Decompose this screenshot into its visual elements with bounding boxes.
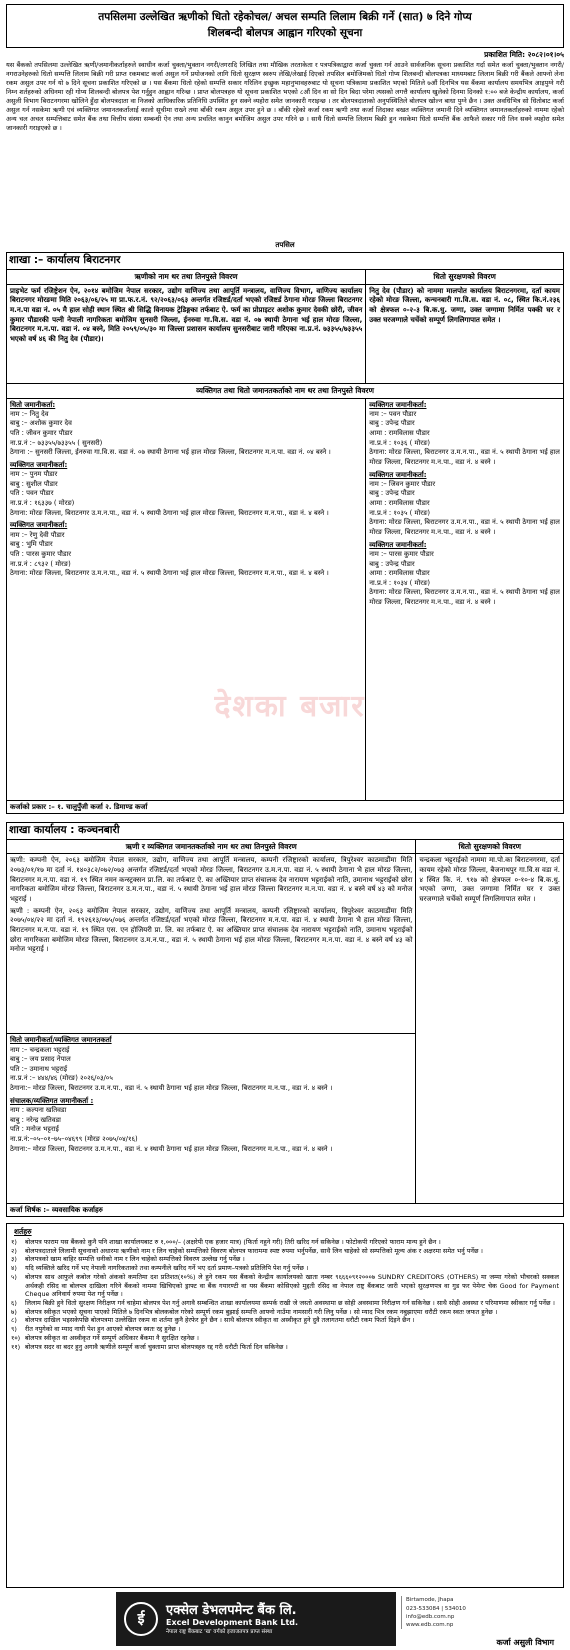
guarantor-block (10, 1036, 412, 1093)
guarantor-line: पति : मनोज भट्टराई (10, 1125, 59, 1134)
guarantor-heading: धितो जमानीकर्ता/व्यक्तिगत जमानतकर्ता (10, 1036, 112, 1045)
term-item (11, 1308, 559, 1317)
branch1-title: शाखा :– कार्यालय बिराटनगर (6, 252, 564, 269)
guarantor-heading: धितो जमानीकर्ता: (10, 400, 56, 409)
term-number: ८) (11, 1316, 17, 1325)
contact-email[interactable]: info@edb.com.np (406, 1613, 455, 1620)
guarantor-line: बाबु :– जय प्रसाद नेपाल (10, 1055, 71, 1064)
term-item (11, 1325, 559, 1334)
branch2-borrower-paragraph: ऋणी : कम्पनी ऐन, २०६३ बमोजिम नेपाल सरकार, उद्योग, वाणिज्य तथा आपूर्ति मन्त्रालय, कम्पनी रजिष्ट्रारको कार्यालय, त्रिपुरेश्वर काठमाडौंमा मिति २०७५/०४/२२ मा दर्ता नं. १९२६१३/०७५/०७६ अन्तर्गत रजिष्टर्ड/दर्ता भएको मोरङ जिल्ला, बिराटनगर म.न.पा. वडा नं. ४ स्थायी ठेगाना भै हाल मोरङ जिल्ला, बिराटनगर म.न.पा. वडा नं. १९ स्थित एस. एन होजियरी प्रा. लि. का तर्फबाट ऐ. का अख्तियार प्राप्त संचालक देव नारायण भट्टराईको नाति, उमानाथ भट्टराईको छोरा नागरिकता बमोजिम मोरङ जिल्ला, बिराटनगर उ.म.न.पा., वडा नं. ५ स्थायी ठेगाना भई हाल मोरङ जिल्ला, बिराटनगर म.न.पा. वडा नं. ४ बस्ने वर्ष ४३ को मनोज भट्टराई । (10, 906, 413, 954)
term-number: ६) (11, 1298, 17, 1307)
contact-phone: 023-533084 | 534010 (406, 1605, 466, 1612)
bank-logo (116, 1592, 396, 1646)
term-text: बोलपत्र दाखिल भइसकेपछि बोलपत्रमा उल्लेखित रकम वा शर्तमा कुनै हेरफेर हुने छैन । साथै बोलपत्र स्वीकृत वा अस्वीकृत हुने दुवै तलागतमा धरौटी रकम फिर्ता दिइने छैन । (25, 1316, 415, 1325)
term-number: ५) (11, 1272, 17, 1281)
terms-list (11, 1238, 559, 1351)
term-item (11, 1334, 559, 1343)
term-number: १) (11, 1238, 17, 1247)
guarantor-line: बाबु : भुमि पौडार (10, 540, 53, 549)
notice-header (6, 4, 564, 48)
branch1-collateral-details: नितु देव (पौडार) को नाममा मालपोत कार्यालय बिराटनगरमा, दर्ता कायम रहेको मोरङ जिल्ला, कन्चनबारी गा.वि.स. वडा नं. ०८, स्थित कि.नं.२३६ को क्षेत्रफल ०-२-३ बि.क.धु. जग्गा, उक्त जग्गामा निर्मित पक्की घर र उक्त घरजग्गाले चर्चेको सम्पूर्ण लिगलिगापात समेत । (366, 284, 564, 383)
term-number: ११) (11, 1342, 21, 1351)
guarantor-line: ठेगाना: मोरङ जिल्ला, बिराटनगर उ.म.न.पा., वडा नं. ५ स्थायी ठेगाना भई हाल मोरङ जिल्ला, बिराटनगर म.न.पा., वडा नं. ४ बस्ने । (369, 588, 560, 607)
term-item (11, 1299, 559, 1308)
guarantor-line: ठेगाना:– मोरङ जिल्ला, बिराटनगर उ.म.न.पा., वडा नं. ५ स्थायी ठेगाना भई हाल मोरङ जिल्ला, बिराटनगर म.न.पा., वडा नं. ४ बस्ने । (10, 1084, 333, 1093)
guarantor-line: नाम :– चन्द्रकला भट्टराई (10, 1045, 70, 1054)
guarantor-line: ठेगाना: मोरङ जिल्ला, बिराटनगर उ.म.न.पा., वडा नं. ५ स्थायी ठेगाना भई हाल मोरङ जिल्ला, बिराटनगर म.न.पा., वडा नं. ४ बस्ने । (10, 508, 329, 517)
term-text: बोलपत्र स्वीकृत वा अस्वीकृत गर्ने सम्पूर्ण अधिकार बैंकमा नै सुरक्षित रहनेछ । (25, 1333, 199, 1342)
guarantor-block (10, 461, 362, 518)
term-text: रीत नपुगेको वा म्याद नाघी पेश हुन आएको बोलपत्र स्वतः रद्द हुनेछ । (25, 1325, 181, 1334)
guarantor-heading: व्यक्तिगत जमानीकर्ता: (10, 521, 68, 530)
branch2-table (6, 839, 564, 1205)
term-number: ३) (11, 1255, 17, 1264)
guarantor-block (369, 401, 560, 468)
guarantor-heading: व्यक्तिगत जमानीकर्ता: (369, 540, 427, 549)
guarantor-line: ना.प्र.नं : १०३४ ( मोरङ) (369, 578, 431, 587)
guarantor-line: ना.प्र.नं : ८९३२ ( मोरङ) (10, 559, 71, 568)
guarantor-line: आमा : रामविलास पौडार (369, 569, 430, 578)
bank-emblem-icon: ई (124, 1602, 158, 1636)
guarantor-line: ना.प्र.नं:–०५–०१–७५–०४६९९ (मोरङ २०७५/०४/१६) (10, 1134, 138, 1143)
guarantor-line: बाबु : उपेन्द्र पौडार (369, 489, 415, 498)
guarantor-line: नाम :– रेणु देवी पौडार (10, 530, 65, 539)
term-text: यदि व्यक्तिले खरिद गर्ने भए नेपाली नागरिकताको तथा कम्पनीले खरिद गर्ने भए दर्ता प्रमाण–पत्रको प्रतिलिपि पेश गर्नु पर्नेछ । (25, 1264, 309, 1273)
footer (6, 1590, 564, 1650)
bank-tagline: नेपाल राष्ट्र बैंकबाट 'ख' वर्गको इजाजतपत्र प्राप्त संस्था (166, 1628, 273, 1635)
guarantor-line: नाम : कल्पना खतिवडा (10, 1105, 67, 1114)
guarantor-line: ठेगाना: मोरङ जिल्ला, बिराटनगर उ.म.न.पा., वडा नं. ५ स्थायी ठेगाना भई हाल मोरङ जिल्ला, बिराटनगर म.न.पा., वडा नं. ४ बस्ने । (369, 448, 560, 466)
term-number: ७) (11, 1307, 17, 1316)
guarantor-line: ना.प्र.नं :– ४४४/४६ (मोरङ) २०२६/०३/०५ (10, 1074, 113, 1083)
guarantor-line: ठेगाना: मोरङ जिल्ला, बिराटनगर उ.म.न.पा., वडा नं. ५ स्थायी ठेगाना भई हाल मोरङ जिल्ला, बिराटनगर म.न.पा., वडा नं. ४ बस्ने । (10, 569, 329, 578)
guarantor-line: ठेगाना :– सुनसरी जिल्ला, ईनरुवा गा.वि.स. वडा नं. ०७ स्थायी ठेगाना भई हाल मोरङ जिल्ला, बिराटनगर म.न.पा. वडा नं. ०४ बस्ने । (10, 448, 331, 457)
guarantor-line: ना.प्र.नं : १०३५ ( मोरङ) (369, 508, 431, 517)
contact-website[interactable]: www.edb.com.np (406, 1622, 454, 1629)
term-text: बोलपत्र फाराम यस बैंकको कुनै पनि शाखा कार्यालयबाट रु १,०००/– (अक्षरेपी एक हजार मात्र) (फिर्ता नहुने गरी) तिरी खरिद गर्न सकिनेछ । फोटोकपी गरिएको फाराम मान्य हुने छैन । (25, 1238, 441, 1247)
term-text: लिलाम बिक्री हुने धितो सुरक्षण निरीक्षण गर्न चाहेमा बोलपत्र पेश गर्नु अगावै सम्बन्धित शाखा कार्यालयमा सम्पर्क राखी जे जस्तो अवस्थामा छ सोही अवस्थामा निरीक्षण गर्न सकिनेछ । साथै सोही अवस्था र परिमाणमा स्वीकार गर्नु पर्नेछ । (25, 1298, 555, 1307)
guarantor-line: ठेगाना: मोरङ जिल्ला, बिराटनगर उ.म.न.पा., वडा नं. ५ स्थायी ठेगाना भई हाल मोरङ जिल्ला, बिराटनगर म.न.पा., वडा नं. ४ बस्ने । (369, 518, 560, 537)
branch1-guarantors-right (366, 398, 564, 800)
guarantor-line: पति : पवन पौडार (10, 489, 54, 498)
branch1-loan-type: कर्जाको प्रकार :– १. चालुपुँजी कर्जा २. डिमाण्ड कर्जा (6, 801, 564, 814)
guarantor-line: बाबु : सुशील पौडार (10, 479, 58, 488)
branch2-col-borrower: ऋणी र व्यक्तिगत जमानतकर्ताको नाम थर तथा तिनपुस्ते विवरण (7, 839, 416, 854)
term-text: बोलपत्र सदर वा बदर हुनु अगावै ऋणीले सम्पूर्ण कर्जा चुक्तामा प्राप्त बोलपत्रहरु रद्द गरी धरौटी फिर्ता दिन सकिनेछ । (25, 1342, 288, 1351)
term-number: २) (11, 1246, 17, 1255)
bank-name-english: Excel Development Bank Ltd. (166, 1618, 299, 1628)
term-item (11, 1264, 559, 1273)
term-item (11, 1273, 559, 1299)
branch1-guarantor-header: व्यक्तिगत तथा धितो जमानतकर्ताको नाम थर तथा तिनपुस्ते विवरण (7, 383, 564, 398)
guarantor-line: आमा : रामविलास पौडार (369, 499, 430, 508)
guarantor-line: नाम :– पुनम पौडार (10, 470, 58, 479)
guarantor-line: पति : पारस कुमार पौडार (10, 549, 72, 558)
term-text: बोलपत्रदाताले लिलामी सूचनाको अधारमा ऋणीको नाम र लिन चाहेको सम्पत्तिको विवरण बोलपत्र फाराममा स्पष्ट रुपमा भर्नुपर्नेछ, साथै लिन चाहेको सो सम्पत्तिको मूल्य अंक र अक्षरमा समेत भर्नु पर्नेछ । (25, 1246, 483, 1255)
contact-address: Birtamode, Jhapa (406, 1597, 454, 1604)
guarantor-line: आमा : रामविलास पौडार (369, 429, 430, 438)
guarantor-line: नाम :– नितु देव (10, 409, 49, 418)
notice-title-line1: तपसिलमा उल्लेखित ऋणीको धितो रहेकोचल/ अचल सम्पति लिलाम बिक्री गर्ने (सात) ७ दिने गोप्य (98, 11, 472, 23)
branch2-guarantors (7, 1034, 416, 1204)
guarantor-block (369, 471, 560, 538)
watermark-text: देशका बजार (214, 689, 366, 724)
branch2-borrower-paragraph: ऋणी: कम्पनी ऐन, २०६३ बमोजिम नेपाल सरकार, उद्योग, वाणिज्य तथा आपूर्ति मन्त्रालय, कम्पनी रजिष्ट्रारको कार्यालय, त्रिपुरेश्वर काठमाडौंमा मिति २०७३/०१/१७ मा दर्ता नं. १४०३८२/०७२/०७३ अन्तर्गत रजिष्टर्ड/दर्ता भएको मोरङ जिल्ला, बिराटनगर उ.म.न.पा. वडा नं. ५ स्थायी ठेगाना भै हाल मोरङ जिल्ला, बिराटनगर म.न.पा. वडा नं. १९ स्थित नमन कन्स्ट्रक्सन प्रा.लि. का तर्फबाट ऐ. का अख्तियार प्राप्त संचालक देव नारायण भट्टराईको नाति, उमानाथ भट्टराईको छोरा नागरिकता बमोजिम मोरङ जिल्ला, बिराटनगर उ.म.न.पा., वडा नं. ५ स्थायी ठेगाना भई हाल मोरङ जिल्ला बिराटनगर म.न.पा. वडा नं. ४ बस्ने वर्ष ४३ को मनोज भट्टराई । (10, 856, 413, 903)
guarantor-line: पति :– उमानाथ भट्टराई (10, 1064, 68, 1073)
term-number: १०) (11, 1333, 21, 1342)
guarantor-line: बाबु : नरेन्द्र खतिवडा (10, 1115, 61, 1124)
guarantor-line: नाम :– पारस कुमार पौडार (369, 549, 434, 558)
term-number: ४) (11, 1264, 17, 1273)
guarantor-block (369, 541, 560, 608)
guarantor-line: नाम :– जिवन कुमार पौडार (369, 479, 436, 488)
branch1-col-collateral: धितो सुरक्षणको विवरण (366, 270, 564, 285)
guarantor-line: बाबु : उपेन्द्र पौडार (369, 419, 415, 428)
guarantor-line: ना.प्र.नं : १०३६ ( मोरङ) (369, 438, 431, 447)
terms-title: शर्तहरु (14, 1227, 32, 1237)
term-item (11, 1255, 559, 1264)
term-text: बोलपत्रको खाम बाहिर सम्पत्ति धनीको नाम र लिन चाहेको सम्पत्तिको विवरण उल्लेख गर्नु पर्नेछ । (25, 1255, 245, 1264)
guarantor-line: नाम :– पवन पौडार (369, 409, 417, 418)
branch2-loan-type: कर्जा शिर्षक :– व्यवसायिक कर्जाहरु (6, 1204, 564, 1217)
intro-paragraph: यस बैंकको तपसिलमा उल्लेखित ऋणी/जमानीकर्ताहरुले स्वाधीन कर्जा चुक्ता/भुक्तान नगरी/तगरादि लिखित तथा मौखिक तरताकेता र पत्रपत्रिकाद्वारा कर्जा चुक्ता गर्न आउने सार्वजनिक सूचना प्रकाशित गर्दा समेत कर्जा चुक्ता/भुक्तान नगरी/नगराउनेहरुको धितो सम्पत्ति लिलाम बिक्री गरी प्राप्त रकमबाट कर्जा असुल गर्ने प्रयोजनको लागि धितो सुरक्षण स्वरुप लेखि/लेखाई दिएको तपसिल बमोजिमको धितो गोप्य शिलबन्दी बोलपत्रका माध्यमबाट लिलाम बिक्री गरी बैंकले आफ्नो लेना रकम असुल उपर गर्न यो ७ दिने सूचना प्रकाशित गरिएको छ । यस बैंकमा धितो रहेको सम्पत्ति सकार गरिलिन इच्छुक महानुभावहरुबाट यो सूचना पत्रिकामा प्रकाशित भएको मितिले ७औं दिनभित्र यस बैंकमा कार्यालय समयभित्र आइपुग्ने गरी निम्न शर्तहरुको अधिनमा रही गोप्य शिलबन्दी बोलपत्र पेश गर्नुहुन आह्वान गरिन्छ । प्राप्त बोलपत्रहरु यो सूचना प्रकाशित भएको ८औं दिन वा सो दिन बिदा परेमा त्यसको लगत्तै कार्यालय खुलेको दिनमा दिनको १:०० बजे केन्द्रीय कार्यालय, कर्जा असुली विभाग बिराटनगरमा खोलिने हुँदा बोलपत्रदाता वा निजको आधिकारिक प्रतिनिधि उपस्थित हुन सक्ने व्यहोरा समेत जानकारी गराइन्छ । तर बोलपत्रदाताको अनुपस्थितिले बोलपत्र खोल्न बाधा पुग्ने छैन । उक्त अवधिभित्र सो धितोबाट कर्जा असुल गर्न नसकेमा ऋणी एवं व्यक्तिगत जमानतकर्तालाई कालो सूचीमा राख्ने तथा बाँकी रकम असुल उपर हुने छ । बाँकी रहेको कर्जा रकम ऋणी तथा कर्जा लिदाका बखत व्यक्तिगत जमानी दिने व्यक्तिगत जमानतकर्ताहरुको नाममा रहेको अन्य चल अचल सम्पत्तिबाट समेत बैंक तथा वित्तीय संस्था सम्बन्धी ऐन तथा अन्य प्रचलित कानुन बमोजिम असुल उपर गरिने छ । साथै धितो सम्पत्ति लिलाम बिक्री हुन नसकेमा धितो सम्पत्ति बैंक आफैले सकार गरी लिन सक्ने व्यहोरा समेत जानकारी गराइएको छ । (6, 61, 564, 132)
publish-date: प्रकाशित मिति: २०८२।०१।०५ (484, 50, 564, 59)
term-number: ९) (11, 1325, 17, 1334)
term-text: बोलपत्र स्वीकृत भएको सूचना पाएको मितिले ७ दिनभित्र बोलकबोल गरेको सम्पूर्ण रकम बुझाई सम्पत्ति आफ्नो नाउँमा नामसारी गरी लिनु पर्नेछ । सो म्याद भित्र रकम नबुझाएमा धरौटी रकम स्वतः जफत हुनेछ । (25, 1307, 498, 1316)
tapsil-label: तपसिल (275, 241, 295, 249)
guarantor-line: ना.प्र.नं : १६३३७ ( मोरङ) (10, 499, 75, 508)
branch1-col-borrower: ऋणीको नाम थर तथा तिनपुस्ते विवरण (7, 270, 366, 285)
branch2-collateral-details: चन्द्रकला भट्टराईको नाममा मा.पो.का बिराटनगरमा, दर्ता कायम रहेको मोरङ जिल्ला, बैजनाथपुर गा.वि.स वडा नं. ४ स्थित कि. नं. ९१७ को क्षेत्रफल ०-१०-४ बि.क.धु. भएको जग्गा, उक्त जग्गामा निर्मित घर र उक्त घरजग्गाले चर्चेको सम्पूर्ण लिगलिगापात समेत । (416, 854, 564, 1204)
branch2-section (6, 822, 564, 1218)
terms-section (6, 1223, 564, 1588)
term-text: बोलपत्र साथ आफुले कबोल गरेको अंकको कमतिमा दश प्रतिशत(१०%) ले हुने रकम यस बैंकको केन्द्रीय कार्यालयको खाता नम्बर ९६६६०९१२०००७ SUNDRY CREDITORS (OTHERS) मा जम्मा गरेको भौचरको सक्कल अर्थकही रसिद वा बोलपत्र दाखिला गरिने बैंकको नाममा खिचिएको ड्राफ्ट वा बैंक गयारण्टी वा यस बैंकमा कोसिएको मुद्दती रसिद वा नेपाल राष्ट्र बैंकबाट जारी भएको सुरक्षणपत्र वा गुड फर पेमेन्ट चेक Good for Payment Cheque अनिवार्य रुपमा पेश गर्नु पर्नेछ । (25, 1272, 559, 1299)
guarantor-block (10, 1097, 412, 1154)
signature-department: कर्जा असुली विभाग (496, 1637, 554, 1647)
guarantor-block (10, 521, 362, 578)
term-item (11, 1343, 559, 1352)
guarantor-block (10, 401, 362, 458)
guarantor-heading: व्यक्तिगत जमानीकर्ता: (369, 470, 427, 479)
notice-title-line2: शिलबन्दी बोलपत्र आह्वान गरिएको सूचना (207, 27, 363, 40)
branch2-col-collateral: धितो सुरक्षणको विवरण (416, 839, 564, 854)
bank-name-nepali: एक्सेल डेभलपमेन्ट बैंक लि. (166, 1602, 297, 1618)
guarantor-line: पति : जीवन कुमार पौडार (10, 429, 73, 438)
guarantor-heading: व्यक्तिगत जमानीकर्ता: (369, 400, 427, 409)
branch1-borrower-details: प्राइभेट फर्म रजिष्ट्रेशन ऐन, २०१४ बमोजिम नेपाल सरकार, उद्योग वाणिज्य तथा आपूर्ति मन्त्रालय, वाणिज्य विभाग, वाणिज्य कार्यालय बिराटनगर मोरङमा मिति २०६३/०६/२५ मा प्रा.फ.र.नं. ९२/२०६३/०६३ अन्तर्गत रजिष्टर्ड/दर्ता भएको रजिष्टर्ड ठेगाना मोरङ जिल्ला बिराटनगर म.न.पा वडा नं. ०५ मै हाल सोही स्थान स्थित श्री सिद्धि विनायक ट्रेडिङ्गका तर्फबाट ऐ. फर्म का प्रोप्राइटर अशोक कुमार देवकी छोरी, जीवन कुमार पौडारकी पत्नी नेपाली नागरिकता बमोजिम सुनसरी जिल्ला, ईनरुवा गा.वि.स. वडा नं. ०७ स्थायी ठेगाना भई हाल मोरङ जिल्ला, बिराटनगर म.न.पा. वडा नं. ०४ बस्ने, मिति २०५९/०५/३० मा जिल्ला प्रशासन कार्यालय सुनसरीबाट जारी गरिएका ना.प्र.नं. ७३३५५/७३३५५ भएको वर्ष ४६ की नितु देव (पौडार)। (7, 284, 366, 383)
guarantor-line: ना.प्र.नं :– ७३३५५/७३३५५ ( सुनसरी) (10, 438, 103, 447)
branch2-title: शाखा कार्यालय : कञ्चनबारी (6, 822, 564, 839)
guarantor-line: बाबु :– अशोक कुमार देव (10, 419, 72, 428)
term-item (11, 1238, 559, 1247)
branch2-borrower-details (7, 854, 416, 1034)
term-item (11, 1247, 559, 1256)
guarantor-heading: संचालक/व्यक्तिगत जमानीकर्ता : (10, 1096, 94, 1105)
guarantor-heading: व्यक्तिगत जमानीकर्ता: (10, 460, 68, 469)
term-item (11, 1316, 559, 1325)
guarantor-line: बाबु : उपेन्द्र पौडार (369, 559, 415, 568)
bank-contact (401, 1596, 466, 1629)
guarantor-line: ठेगाना:– मोरङ जिल्ला, बिराटनगर उ.म.न.पा., वडा नं. ४ स्थायी ठेगाना भई हाल मोरङ जिल्ला, बिराटनगर म.न.पा., वडा नं. ४ बस्ने । (10, 1144, 333, 1153)
